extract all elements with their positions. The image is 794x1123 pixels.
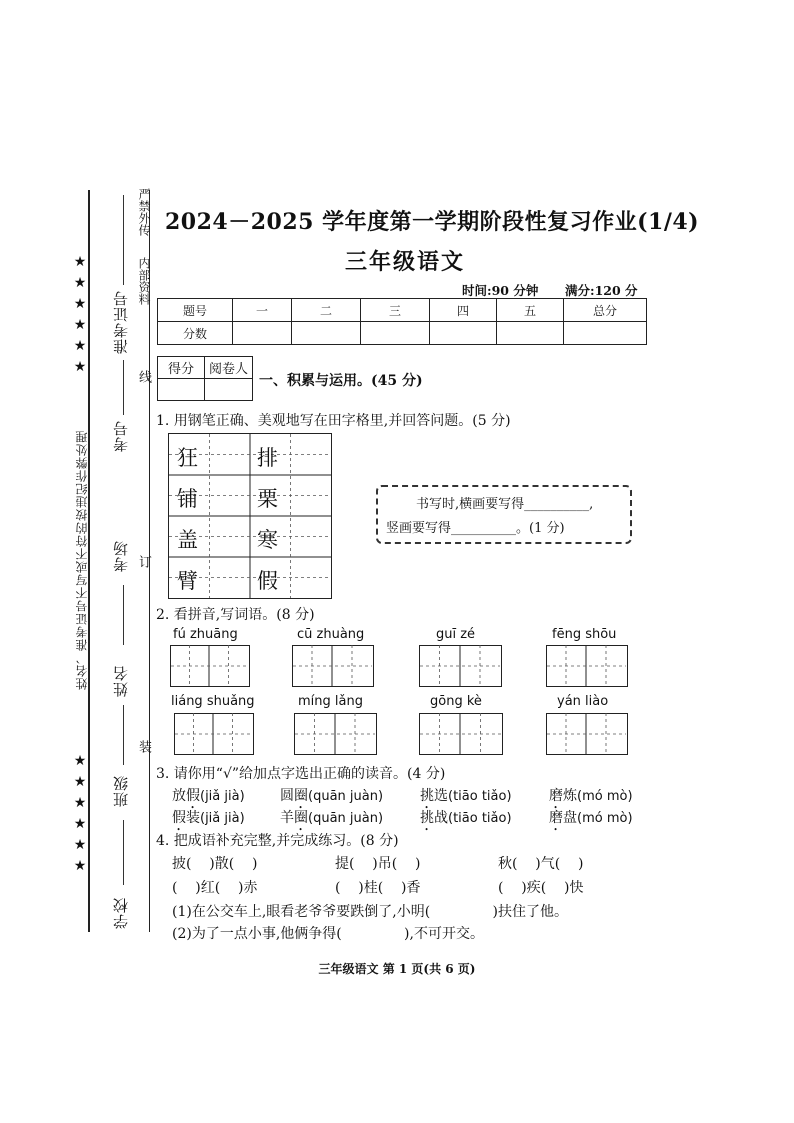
score-head-item: 三 bbox=[361, 299, 430, 322]
room-blank[interactable] bbox=[123, 585, 124, 645]
q4-idiom[interactable]: ( )疾( )快 bbox=[498, 880, 584, 896]
name-label: 姓名 bbox=[112, 665, 130, 697]
q3-options[interactable]: (quān juàn) bbox=[308, 811, 384, 826]
internal-label: 内部资料 bbox=[137, 257, 151, 305]
grader-reviewer-cell[interactable] bbox=[205, 379, 253, 401]
q3-options[interactable]: (jiǎ jià) bbox=[200, 789, 245, 804]
model-char: 盖 bbox=[177, 528, 198, 552]
q2-pinyin: míng lǎng bbox=[298, 694, 363, 709]
page-footer: 三年级语文 第 1 页(共 6 页) bbox=[318, 962, 476, 976]
model-char: 铺 bbox=[177, 487, 198, 511]
room-label: 考场 bbox=[112, 540, 130, 572]
stars-top: ★ ★ ★ ★ ★ ★ bbox=[73, 254, 87, 375]
score-row-label: 分数 bbox=[158, 322, 233, 345]
model-char: 假 bbox=[257, 569, 278, 593]
q3-options[interactable]: (mó mò) bbox=[577, 811, 633, 826]
model-char: 寒 bbox=[257, 528, 278, 552]
seat-blank[interactable] bbox=[123, 360, 124, 415]
q1-question-box bbox=[376, 485, 632, 544]
score-cell[interactable] bbox=[292, 322, 361, 345]
name-blank[interactable] bbox=[123, 705, 124, 765]
page-title: 2024－2025 学年度第一学期阶段性复习作业(1/4) bbox=[165, 209, 700, 235]
score-cell[interactable] bbox=[430, 322, 497, 345]
q2-pinyin: fēng shōu bbox=[552, 627, 617, 642]
score-head-item: 四 bbox=[430, 299, 497, 322]
q3-item: 挑战(tiāo tiǎo) bbox=[420, 810, 512, 826]
stars-bottom: ★ ★ ★ ★ ★ ★ bbox=[73, 753, 87, 874]
binding-order-mark: 订 bbox=[136, 555, 151, 568]
q4-idiom[interactable]: ( )红( )赤 bbox=[172, 880, 258, 896]
q2-answer-box[interactable] bbox=[546, 713, 628, 755]
score-table bbox=[157, 298, 647, 345]
score-cell[interactable] bbox=[233, 322, 292, 345]
q4-prompt: 4. 把成语补充完整,并完成练习。(8 分) bbox=[156, 833, 399, 849]
q2-answer-box[interactable] bbox=[292, 645, 374, 687]
q3-options[interactable]: (jiǎ jià) bbox=[200, 811, 245, 826]
q2-answer-box[interactable] bbox=[174, 713, 254, 755]
q3-item: 磨炼(mó mò) bbox=[549, 788, 633, 804]
score-cell[interactable] bbox=[564, 322, 647, 345]
score-head-item: 题号 bbox=[158, 299, 233, 322]
section-1-title: 一、积累与运用。(45 分) bbox=[259, 373, 423, 389]
q4-idiom[interactable]: ( )桂( )香 bbox=[335, 880, 421, 896]
secret-label: 严禁外传 bbox=[137, 188, 151, 236]
seat-label: 考号 bbox=[112, 420, 130, 452]
q2-answer-box[interactable] bbox=[170, 645, 250, 687]
q2-pinyin: guī zé bbox=[436, 627, 476, 642]
q4-idiom[interactable]: 秋( )气( ) bbox=[498, 856, 584, 872]
q4-idiom[interactable]: 披( )散( ) bbox=[172, 856, 258, 872]
binding-bind-mark: 装 bbox=[136, 740, 151, 753]
school-label: 学校 bbox=[112, 897, 130, 929]
class-blank[interactable] bbox=[123, 820, 124, 885]
q2-pinyin: yán liào bbox=[557, 694, 609, 709]
q1-box-line2: 竖画要写得__________。(1 分) bbox=[386, 521, 565, 536]
q2-pinyin: cū zhuàng bbox=[297, 627, 365, 642]
q2-answer-box[interactable] bbox=[546, 645, 628, 687]
q3-options[interactable]: (tiāo tiǎo) bbox=[448, 789, 512, 804]
score-head-item: 二 bbox=[292, 299, 361, 322]
model-char: 臂 bbox=[177, 569, 198, 593]
model-char: 排 bbox=[257, 446, 278, 470]
score-cell[interactable] bbox=[361, 322, 430, 345]
grader-table bbox=[157, 356, 253, 401]
q4-sentence-1[interactable]: (1)在公交车上,眼看老爷爷要跌倒了,小明( )扶住了他。 bbox=[172, 904, 568, 920]
binding-notice: 姓名、准考证号不写或不符的按违纪作弊处理 bbox=[75, 430, 89, 690]
model-char: 狂 bbox=[177, 446, 198, 470]
binding-line-mark: 线 bbox=[136, 370, 151, 383]
grader-score-label: 得分 bbox=[158, 357, 205, 379]
q3-item: 羊圈(quān juàn) bbox=[280, 810, 384, 826]
q3-item: 放假(jiǎ jià) bbox=[172, 788, 245, 804]
q2-pinyin: fú zhuāng bbox=[173, 627, 238, 642]
q3-item: 挑选(tiāo tiǎo) bbox=[420, 788, 512, 804]
q2-pinyin: gōng kè bbox=[430, 694, 482, 709]
q3-item: 圆圈(quān juàn) bbox=[280, 788, 384, 804]
q2-pinyin: liáng shuǎng bbox=[171, 694, 255, 709]
q3-options[interactable]: (tiāo tiǎo) bbox=[448, 811, 512, 826]
q1-box-line1: 书写时,横画要写得__________, bbox=[416, 497, 594, 512]
exam-full-score: 满分:120 分 bbox=[565, 283, 638, 298]
q3-options[interactable]: (mó mò) bbox=[577, 789, 633, 804]
exam-no-label: 准考证号 bbox=[112, 290, 130, 354]
score-head-item: 一 bbox=[233, 299, 292, 322]
q2-answer-box[interactable] bbox=[419, 645, 502, 687]
q3-prompt: 3. 请你用“√”给加点字选出正确的读音。(4 分) bbox=[156, 766, 446, 782]
q1-prompt: 1. 用钢笔正确、美观地写在田字格里,并回答问题。(5 分) bbox=[156, 413, 511, 429]
q2-answer-box[interactable] bbox=[419, 713, 503, 755]
score-cell[interactable] bbox=[497, 322, 564, 345]
grader-reviewer-label: 阅卷人 bbox=[205, 357, 253, 379]
exam-no-blank[interactable] bbox=[123, 195, 124, 285]
q2-answer-box[interactable] bbox=[294, 713, 377, 755]
q3-options[interactable]: (quān juàn) bbox=[308, 789, 384, 804]
page-subtitle: 三年级语文 bbox=[345, 249, 466, 275]
exam-time: 时间:90 分钟 bbox=[462, 283, 539, 298]
grader-score-cell[interactable] bbox=[158, 379, 205, 401]
model-char: 栗 bbox=[257, 487, 278, 511]
q4-sentence-2[interactable]: (2)为了一点小事,他俩争得( ),不可开交。 bbox=[172, 926, 484, 942]
class-label: 班级 bbox=[112, 775, 130, 807]
q4-idiom[interactable]: 提( )吊( ) bbox=[335, 856, 421, 872]
q3-item: 磨盘(mó mò) bbox=[549, 810, 633, 826]
q3-item: 假装(jiǎ jià) bbox=[172, 810, 245, 826]
score-head-item: 总分 bbox=[564, 299, 647, 322]
score-head-item: 五 bbox=[497, 299, 564, 322]
q2-prompt: 2. 看拼音,写词语。(8 分) bbox=[156, 607, 315, 623]
tianzige-grid bbox=[168, 433, 332, 599]
